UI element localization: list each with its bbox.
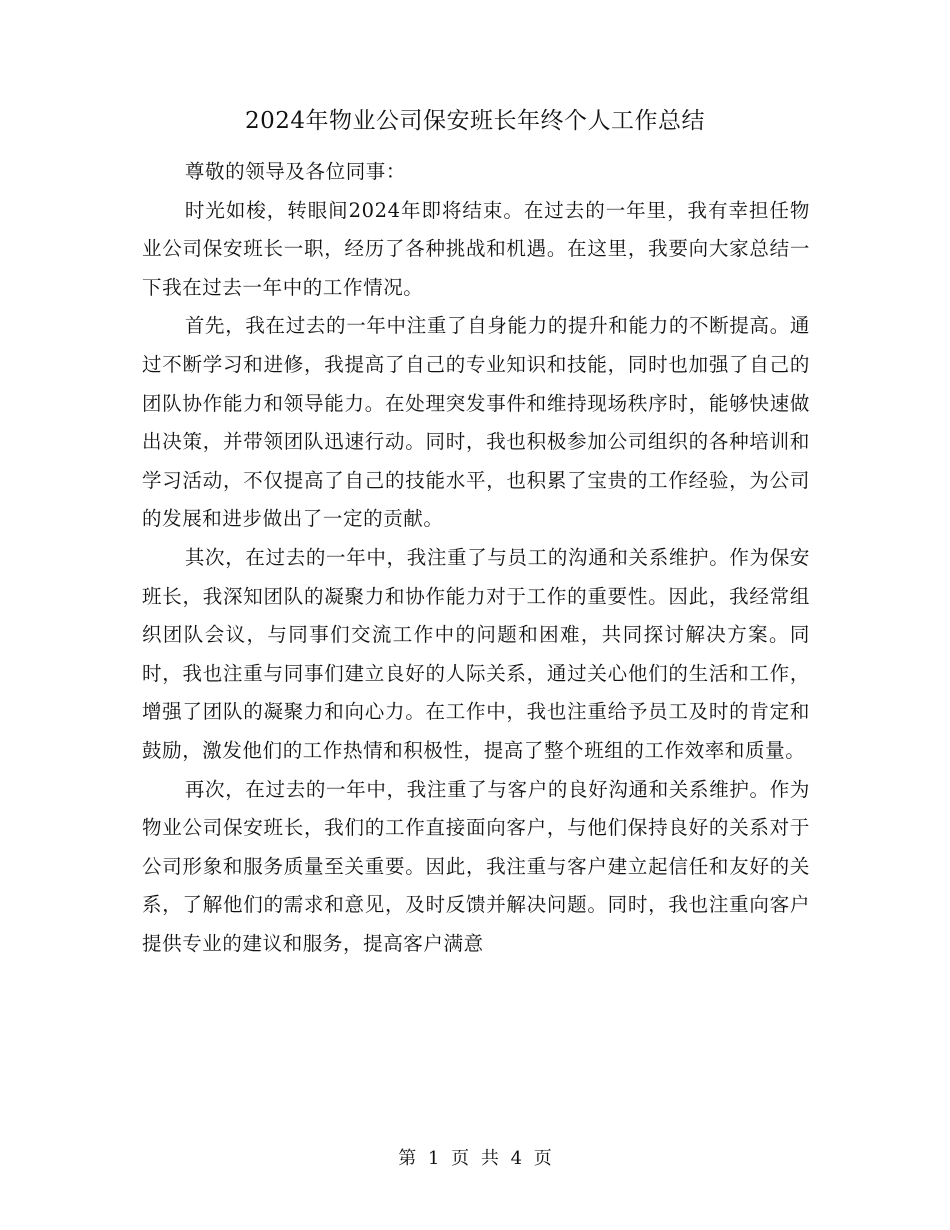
- paragraph-third: 再次，在过去的一年中，我注重了与客户的良好沟通和关系维护。作为物业公司保安班长，我们的工作直接面向客户，与他们保持良好的关系对于公司形象和服务质量至关重要。因此，我注重与客户建立起信任和友好的关系，了解他们的需求和意见，及时反馈并解决问题。同时，我也注重向客户提供专业的建议和服务，提高客户满意: [142, 777, 810, 955]
- paragraph-first: 首先，我在过去的一年中注重了自身能力的提升和能力的不断提高。通过不断学习和进修，我提高了自己的专业知识和技能，同时也加强了自己的团队协作能力和领导能力。在处理突发事件和维持现场秩序时，能够快速做出决策，并带领团队迅速行动。同时，我也积极参加公司组织的各种培训和学习活动，不仅提高了自己的技能水平，也积累了宝贵的工作经验，为公司的发展和进步做出了一定的贡献。: [142, 314, 810, 531]
- document-body: [142, 153, 810, 963]
- greeting: 尊敬的领导及各位同事：: [184, 160, 406, 183]
- page-indicator: 第 1 页 共 4 页: [398, 1148, 552, 1169]
- document-title: 2024年物业公司保安班长年终个人工作总结: [244, 108, 706, 134]
- paragraph-intro: 时光如梭，转眼间2024年即将结束。在过去的一年里，我有幸担任物业公司保安班长一职，经历了各种挑战和机遇。在这里，我要向大家总结一下我在过去一年中的工作情况。: [142, 198, 810, 299]
- paragraph-second: 其次，在过去的一年中，我注重了与员工的沟通和关系维护。作为保安班长，我深知团队的凝聚力和协作能力对于工作的重要性。因此，我经常组织团队会议，与同事们交流工作中的问题和困难，共同探讨解决方案。同时，我也注重与同事们建立良好的人际关系，通过关心他们的生活和工作，增强了团队的凝聚力和向心力。在工作中，我也注重给予员工及时的肯定和鼓励，激发他们的工作热情和积极性，提高了整个班组的工作效率和质量。: [142, 545, 810, 762]
